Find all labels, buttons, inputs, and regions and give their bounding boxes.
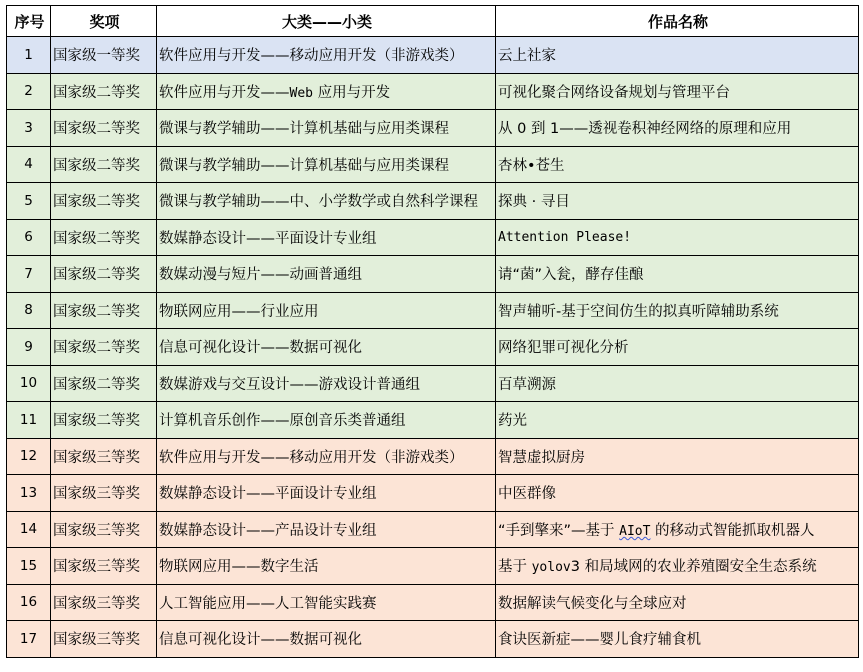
work-title: 数据解读气候变化与全球应对 (496, 584, 859, 621)
award-level: 国家级三等奖 (51, 621, 157, 658)
work-title: 杏林•苍生 (496, 146, 859, 183)
award-level: 国家级一等奖 (51, 37, 157, 74)
category-name: 软件应用与开发——移动应用开发（非游戏类） (157, 438, 496, 475)
award-level: 国家级二等奖 (51, 110, 157, 147)
row-number: 13 (7, 475, 51, 512)
award-level: 国家级二等奖 (51, 219, 157, 256)
table-row (7, 548, 859, 585)
award-level: 国家级二等奖 (51, 183, 157, 220)
category-name: 数媒静态设计——产品设计专业组 (157, 511, 496, 548)
row-number: 17 (7, 621, 51, 658)
table-row (7, 37, 859, 74)
table-row (7, 219, 859, 256)
award-level: 国家级三等奖 (51, 475, 157, 512)
row-number: 1 (7, 37, 51, 74)
work-title: Attention Please! (496, 219, 859, 256)
award-level: 国家级二等奖 (51, 329, 157, 366)
work-title: 智慧虚拟厨房 (496, 438, 859, 475)
table-row (7, 73, 859, 110)
table-row (7, 511, 859, 548)
category-name: 信息可视化设计——数据可视化 (157, 329, 496, 366)
work-title: 中医群像 (496, 475, 859, 512)
row-number: 7 (7, 256, 51, 293)
row-number: 2 (7, 73, 51, 110)
category-name: 软件应用与开发——移动应用开发（非游戏类） (157, 37, 496, 74)
table-row (7, 292, 859, 329)
header-work-title: 作品名称 (496, 6, 859, 37)
table-row (7, 402, 859, 439)
table-row (7, 438, 859, 475)
work-title: 智声辅听-基于空间仿生的拟真听障辅助系统 (496, 292, 859, 329)
work-title: “手到擎来”—基于 AIoT 的移动式智能抓取机器人 (496, 511, 859, 548)
row-number: 9 (7, 329, 51, 366)
category-name: 物联网应用——行业应用 (157, 292, 496, 329)
table-row (7, 256, 859, 293)
row-number: 15 (7, 548, 51, 585)
category-name: 数媒游戏与交互设计——游戏设计普通组 (157, 365, 496, 402)
awards-table (6, 5, 859, 658)
award-level: 国家级三等奖 (51, 511, 157, 548)
award-level: 国家级二等奖 (51, 146, 157, 183)
row-number: 4 (7, 146, 51, 183)
table-row (7, 475, 859, 512)
award-level: 国家级三等奖 (51, 548, 157, 585)
work-title: 食诀医新症——婴儿食疗辅食机 (496, 621, 859, 658)
category-name: 物联网应用——数字生活 (157, 548, 496, 585)
work-title: 探典 · 寻目 (496, 183, 859, 220)
award-level: 国家级三等奖 (51, 584, 157, 621)
category-name: 人工智能应用——人工智能实践赛 (157, 584, 496, 621)
row-number: 10 (7, 365, 51, 402)
category-name: 信息可视化设计——数据可视化 (157, 621, 496, 658)
work-title: 百草溯源 (496, 365, 859, 402)
category-name: 软件应用与开发——Web 应用与开发 (157, 73, 496, 110)
table-row (7, 329, 859, 366)
row-number: 3 (7, 110, 51, 147)
table-body (7, 37, 859, 658)
header-category: 大类——小类 (157, 6, 496, 37)
award-level: 国家级二等奖 (51, 73, 157, 110)
table-row (7, 183, 859, 220)
header-award: 奖项 (51, 6, 157, 37)
category-name: 数媒静态设计——平面设计专业组 (157, 219, 496, 256)
award-level: 国家级二等奖 (51, 365, 157, 402)
row-number: 5 (7, 183, 51, 220)
table-row (7, 584, 859, 621)
table-row (7, 365, 859, 402)
work-title: 网络犯罪可视化分析 (496, 329, 859, 366)
row-number: 11 (7, 402, 51, 439)
category-name: 数媒静态设计——平面设计专业组 (157, 475, 496, 512)
row-number: 14 (7, 511, 51, 548)
row-number: 8 (7, 292, 51, 329)
row-number: 6 (7, 219, 51, 256)
category-name: 微课与教学辅助——计算机基础与应用类课程 (157, 146, 496, 183)
work-title: 药光 (496, 402, 859, 439)
table-row (7, 146, 859, 183)
work-title: 请“菌”入瓮，酵存佳酿 (496, 256, 859, 293)
category-name: 微课与教学辅助——计算机基础与应用类课程 (157, 110, 496, 147)
table-row (7, 621, 859, 658)
work-title: 从 0 到 1——透视卷积神经网络的原理和应用 (496, 110, 859, 147)
award-level: 国家级二等奖 (51, 292, 157, 329)
work-title: 基于 yolov3 和局域网的农业养殖圈安全生态系统 (496, 548, 859, 585)
category-name: 数媒动漫与短片——动画普通组 (157, 256, 496, 293)
award-level: 国家级二等奖 (51, 402, 157, 439)
category-name: 微课与教学辅助——中、小学数学或自然科学课程 (157, 183, 496, 220)
work-title: 可视化聚合网络设备规划与管理平台 (496, 73, 859, 110)
header-number: 序号 (7, 6, 51, 37)
award-level: 国家级三等奖 (51, 438, 157, 475)
award-level: 国家级二等奖 (51, 256, 157, 293)
table-row (7, 110, 859, 147)
row-number: 12 (7, 438, 51, 475)
header-row (7, 6, 859, 37)
category-name: 计算机音乐创作——原创音乐类普通组 (157, 402, 496, 439)
row-number: 16 (7, 584, 51, 621)
work-title: 云上社家 (496, 37, 859, 74)
